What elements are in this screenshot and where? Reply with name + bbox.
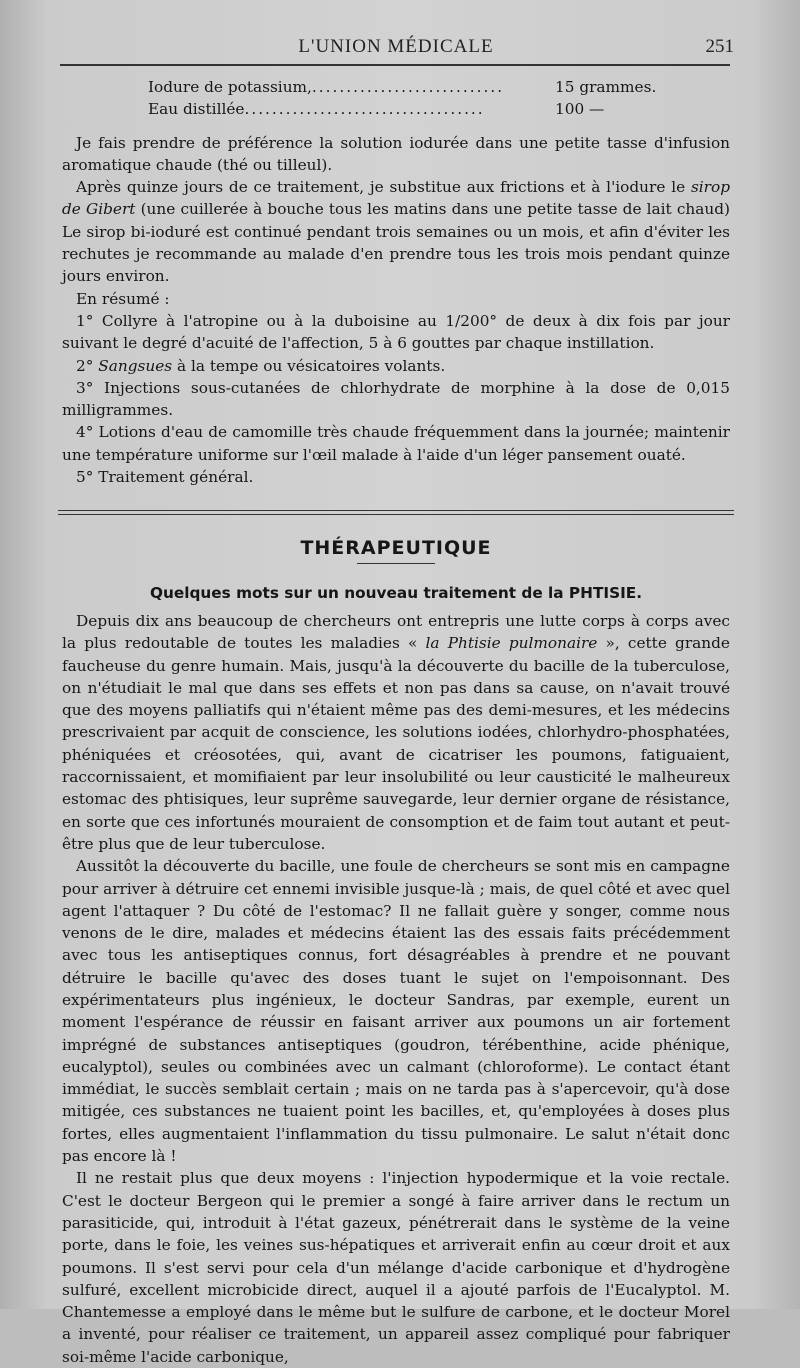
text-run: Depuis dix ans beaucoup de chercheurs ont entrepris une lutte corps à corps avec la plus redoutable de toutes les maladies « <box>62 611 730 653</box>
list-item: 4° Lotions d'eau de camomille très chaude fréquemment dans la journée; maintenir une température uniforme sur l'œil malade à l'aide d'un léger pansement ouaté. <box>62 423 730 464</box>
leader-dots: ............................ <box>311 78 505 96</box>
list-item <box>62 355 730 377</box>
text-run: », cette grande faucheuse du genre humain. Mais, jusqu'à la découverte du bacille de la tuberculose, on n'étudiait le mal que dans ses effets et non pas dans sa cause, on n'avait trouvé que des moyens palliatifs qui n'étaient même pas des demi-mesures, et les médecins prescrivaient par acquit de conscience, les solutions iodées, chlorhydro-phosphatées, phéniquées et créosotées, qui, avant de cicatriser les poumons, fatiguaient, raccornissaient, et momifiaient par leur insolubilité ou leur causticité le malheureux estomac des phtisiques, leur suprême sauvegarde, leur dernier organe de résistance, en sorte que ces infortunés mouraient de consomption et de faim tout autant et peut-être plus que de leur tuberculose. <box>62 634 730 853</box>
header-rule <box>60 64 730 66</box>
text-run: Après quinze jours de ce traitement, je substitue aux frictions et à l'iodure le <box>76 178 691 197</box>
paragraph <box>62 610 730 855</box>
list-item: 1° Collyre à l'atropine ou à la duboisine au 1/200° de deux à dix fois par jour suivant le degré d'acuité de l'affection, 5 à 6 gouttes par chaque instillation. <box>62 311 730 353</box>
section-title: THÉRAPEUTIQUE <box>300 537 492 560</box>
article-title: Quelques mots sur un nouveau traitement de la PHTISIE. <box>149 583 643 602</box>
ingredient-quantity: 100 — <box>555 100 605 119</box>
page-body <box>62 76 730 1368</box>
prescription-line <box>148 98 730 120</box>
section-divider <box>58 510 734 515</box>
prescription <box>62 76 730 121</box>
text-run: 2° <box>76 356 99 375</box>
leader-dots: ................................... <box>244 100 485 119</box>
italic-run: sirop de Gibert <box>62 178 730 219</box>
title-underline <box>357 563 435 564</box>
paragraph <box>62 176 730 287</box>
ingredient-quantity: 15 grammes. <box>555 78 657 96</box>
list-item: 5° Traitement général. <box>76 468 254 487</box>
page-header <box>62 0 734 57</box>
paragraph: Aussitôt la découverte du bacille, une foule de chercheurs se sont mis en campagne pour arriver à détruire cet ennemi invisible jusque-là ; mais, de quel côté et avec quel agent l'attaquer ? Du côté de l'estomac? Il ne fallait guère y songer, comme nous venons de le dire, malades et médecins étaient las des essais faits précédemment avec tous les antiseptiques connus, fort désagréables à prendre et ne pouvant détruire le bacille qu'avec des doses tuant le sujet on l'empoisonnant. Des expérimentateurs plus ingénieux, le docteur Sandras, par exemple, eurent un moment l'espérance de réussir en faisant arriver aux poumons un air fortement imprégné de substances antiseptiques (goudron, térébenthine, acide phénique, eucalyptol), seules ou combinées avec un calmant (chloroforme). Le contact étant immédiat, le succès semblait certain ; mais on ne tarda pas à s'apercevoir, qu'à dose mitigée, ces substances ne tuaient point les bacilles, et, qu'employées à doses plus fortes, elles augmentaient l'inflammation du tissu pulmonaire. Le salut n'était donc pas encore là ! <box>62 857 730 1166</box>
paragraph: En résumé : <box>76 289 170 308</box>
ingredient-name: Iodure de potassium, <box>148 78 312 96</box>
italic-run: Sangsues <box>98 356 173 375</box>
paragraph: Il ne restait plus que deux moyens : l'injection hypodermique et la voie rectale. C'est le docteur Bergeon qui le premier a songé à faire arriver dans le rectum un parasiticide, qui, introduit à l'état gazeux, pénétrerait dans le système de la veine porte, dans le foie, les veines sus-hépatiques et arriverait enfin au cœur droit et aux poumons. Il s'est servi pour cela d'un mélange d'acide carbonique et d'hydrogène sulfuré, excellent microbicide direct, auquel il a ajouté parfois de l'Eucalyptol. M. Chantemesse a employé dans le même but le sulfure de carbone, et le docteur Morel a inventé, pour réaliser ce traitement, un appareil assez compliqué pour fabriquer soi-même l'acide carbonique, <box>62 1169 730 1366</box>
running-title: L'UNION MÉDICALE <box>298 36 494 57</box>
prescription-line <box>148 76 730 98</box>
text-run: à la tempe ou vésicatoires volants. <box>172 356 446 375</box>
ingredient-name: Eau distillée <box>148 100 245 119</box>
italic-run: la Phtisie pulmonaire <box>425 634 598 653</box>
paragraph: Je fais prendre de préférence la solution iodurée dans une petite tasse d'infusion aromatique chaude (thé ou tilleul). <box>62 133 730 174</box>
page-number: 251 <box>705 36 734 57</box>
text-run: (une cuillerée à bouche tous les matins dans une petite tasse de lait chaud) Le sirop bi-ioduré est continué pendant trois semaines ou un mois, et afin d'éviter les rechutes je recommande au malade d'en prendre tous les trois mois pendant quinze jours environ. <box>62 200 730 286</box>
list-item: 3° Injections sous-cutanées de chlorhydrate de morphine à la dose de 0,015 milligrammes. <box>62 378 730 420</box>
